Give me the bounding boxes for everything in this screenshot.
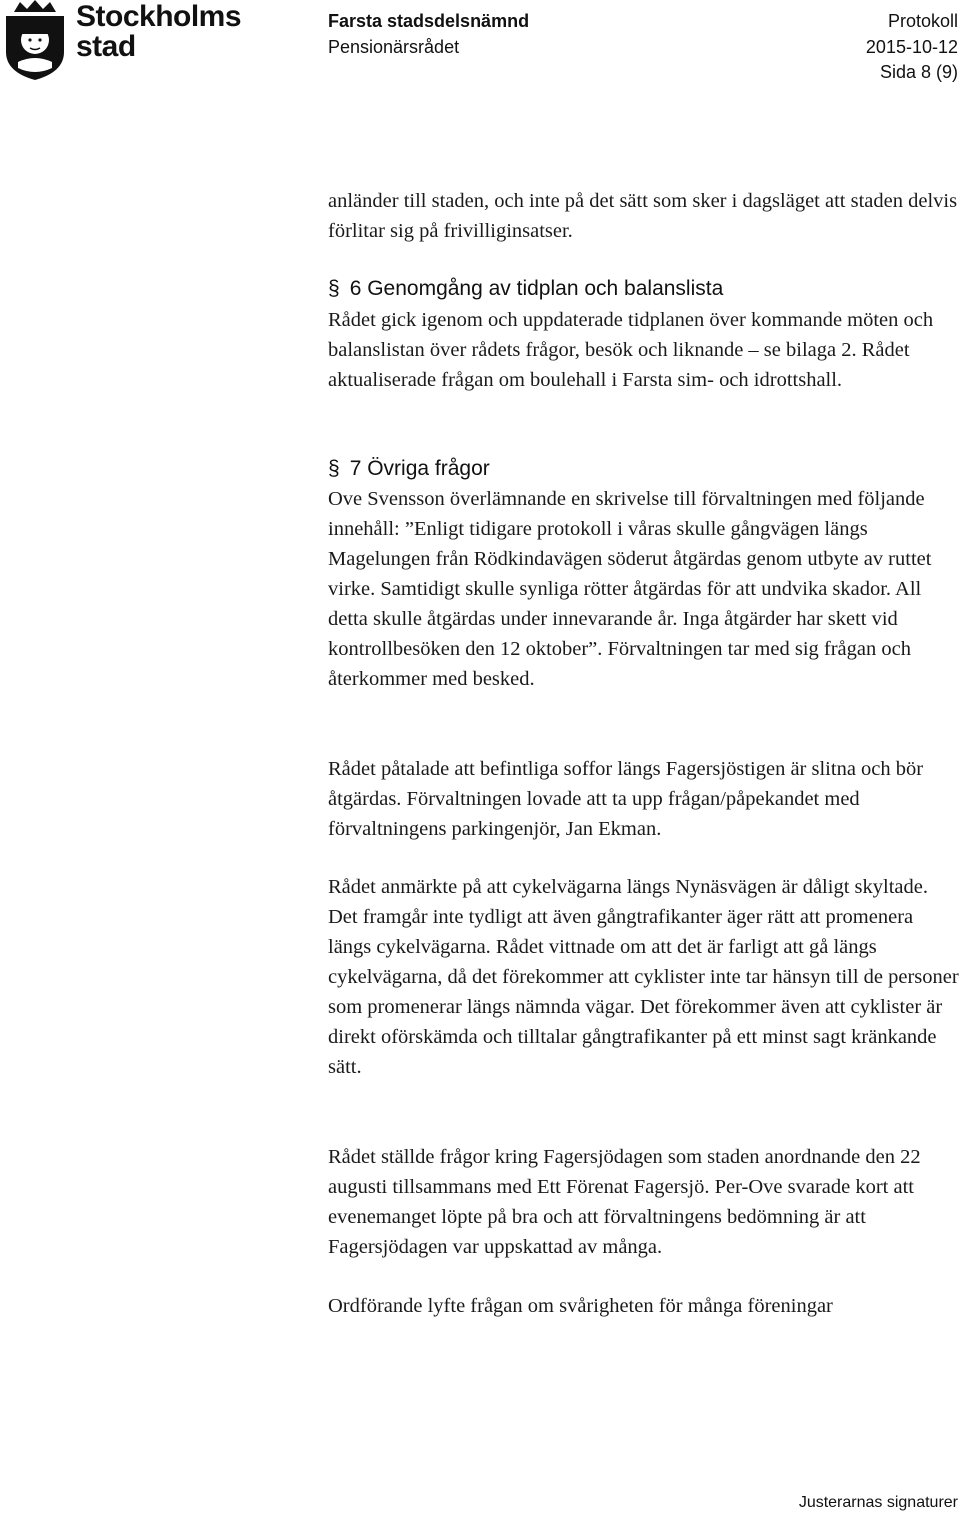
section-symbol: § (328, 277, 340, 300)
page-number: Sida 8 (9) (879, 62, 958, 82)
unit-name: Pensionärsrådet (328, 37, 460, 57)
section-7-paragraph-4: Rådet ställde frågor kring Fagersjödagen som staden anordnande den 22 augusti tillsammans med Ett Förenat Fagersjö. Per-Ove svarade kort att evenemanget löpte på bra och att förvaltningens bedömning är att Fagersjödagen var uppskattad av många. (328, 1146, 921, 1258)
section-symbol: § (328, 457, 340, 480)
section-7-paragraph-3: Rådet anmärkte på att cykelvägarna längs Nynäsvägen är dåligt skyltade. Det framgår inte tydligt att även gångtrafikanter äger rätt att promenera längs cykelvägarna. Rådet vittnade om att det är farligt att gå längs cykelvägarna, då det förekommer att cyklister inte tar hänsyn till de personer som promenerar längs nämnda vägar. Det förekommer även att cyklister är direkt oförskämda och tilltalar gångtrafikanter på ett minst sagt kränkande sätt. (328, 876, 959, 1078)
doc-date: 2015-10-12 (865, 37, 958, 57)
section-6-text: Rådet gick igenom och uppdaterade tidplanen över kommande möten och balanslistan över rådets frågor, besök och liknande – se bilaga 2. Rådet aktualiserade frågan om boulehall i Farsta sim- och idrottshall. (328, 309, 934, 391)
intro-paragraph: anländer till staden, och inte på det sätt som sker i dagsläget att staden delvis förlitar sig på frivilliginsatser. (328, 190, 958, 242)
signatures-label: Justerarnas signaturer (798, 1494, 958, 1511)
section-7-paragraph-5: Ordförande lyfte frågan om svårigheten för många föreningar (328, 1295, 833, 1317)
section-7-heading: § 7 Övriga frågor (328, 457, 490, 480)
coat-of-arms-icon (0, 0, 70, 82)
city-logo (0, 0, 240, 84)
section-7-paragraph-1: Ove Svensson överlämnande en skrivelse till förvaltningen med följande innehåll: ”Enligt tidigare protokoll i våras skulle gångvägen längs Magelungen från Rödkindavägen söderut åtgärdas genom utbyte av ruttet virke. Samtidigt skulle synliga rötter åtgärdas för att undvika skador. All detta skulle åtgärdas under innevarande år. Inga åtgärder har skett vid kontrollbesöken den 12 oktober”. Förvaltningen tar med sig frågan och återkommer med besked. (328, 488, 932, 690)
logo-text: Stockholms stad (76, 0, 242, 63)
org-name: Farsta stadsdelsnämnd (328, 11, 530, 31)
doc-type: Protokoll (887, 11, 958, 31)
section-7-paragraph-2: Rådet påtalade att befintliga soffor längs Fagersjöstigen är slitna och bör åtgärdas. Förvaltningen lovade att ta upp frågan/påpekandet med förvaltningens parkingenjör, Jan Ekman. (328, 758, 924, 840)
section-6-heading: § 6 Genomgång av tidplan och balanslista (328, 277, 724, 300)
